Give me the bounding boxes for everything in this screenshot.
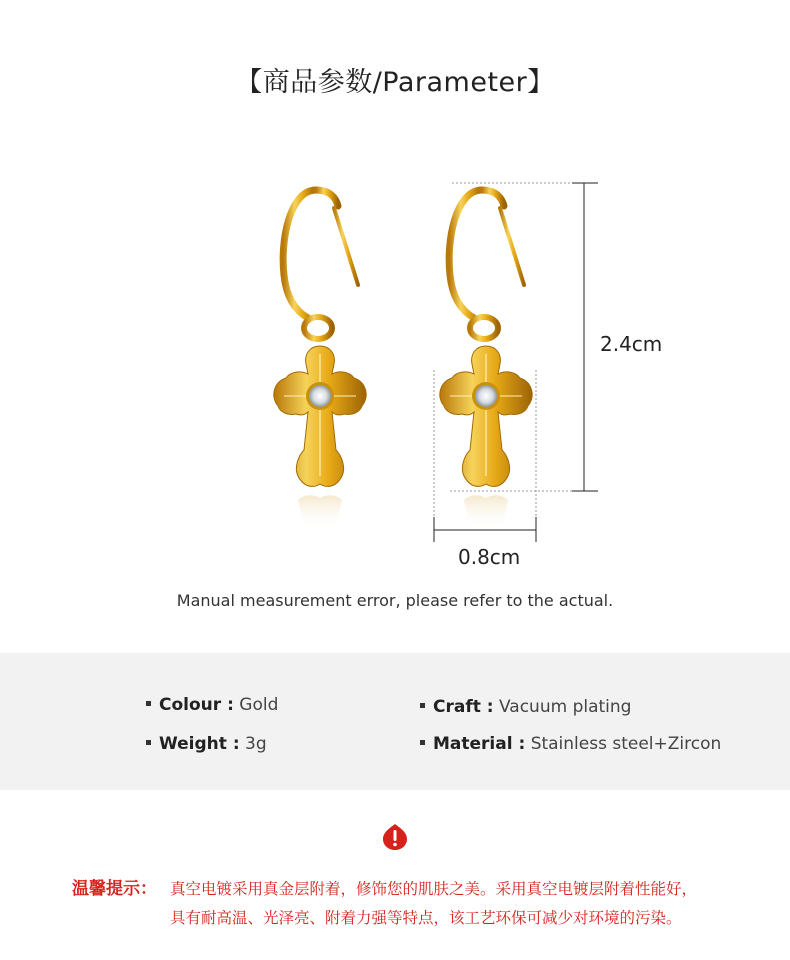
- page-title: 【商品参数/Parameter】: [235, 67, 555, 98]
- spec-colour-value: Gold: [239, 695, 279, 715]
- exclamation-shield-icon: [382, 823, 408, 855]
- product-image-area: [0, 150, 790, 580]
- measurement-note: Manual measurement error, please refer to the actual.: [176, 591, 614, 610]
- bullet-icon: [146, 740, 151, 745]
- earring-right: [440, 190, 532, 530]
- spec-material-key: Material :: [433, 734, 526, 754]
- spec-colour-key: Colour :: [159, 695, 234, 715]
- spec-craft: [420, 697, 631, 717]
- spec-weight-value: 3g: [245, 734, 267, 754]
- spec-weight-key: Weight :: [159, 734, 240, 754]
- spec-craft-value: Vacuum plating: [498, 697, 632, 717]
- specs-panel: [0, 653, 790, 790]
- height-label: 2.4cm: [600, 332, 663, 356]
- tip-line-2: 具有耐高温、光泽亮、附着力强等特点，该工艺环保可减少对环境的污染。: [170, 909, 682, 927]
- spec-material-value: Stainless steel+Zircon: [530, 734, 722, 754]
- spec-weight: [146, 734, 267, 754]
- tip-line-1: 真空电镀采用真金层附着，修饰您的肌肤之美。采用真空电镀层附着性能好，: [170, 880, 698, 898]
- width-label: 0.8cm: [458, 545, 521, 569]
- bullet-icon: [420, 740, 425, 745]
- earring-left: [274, 190, 366, 530]
- spec-craft-key: Craft :: [433, 697, 494, 717]
- bullet-icon: [420, 703, 425, 708]
- spec-material: [420, 734, 721, 754]
- bullet-icon: [146, 701, 151, 706]
- earring-illustration: [0, 150, 790, 580]
- tip-label: 温馨提示：: [72, 879, 157, 899]
- spec-colour: [146, 695, 278, 715]
